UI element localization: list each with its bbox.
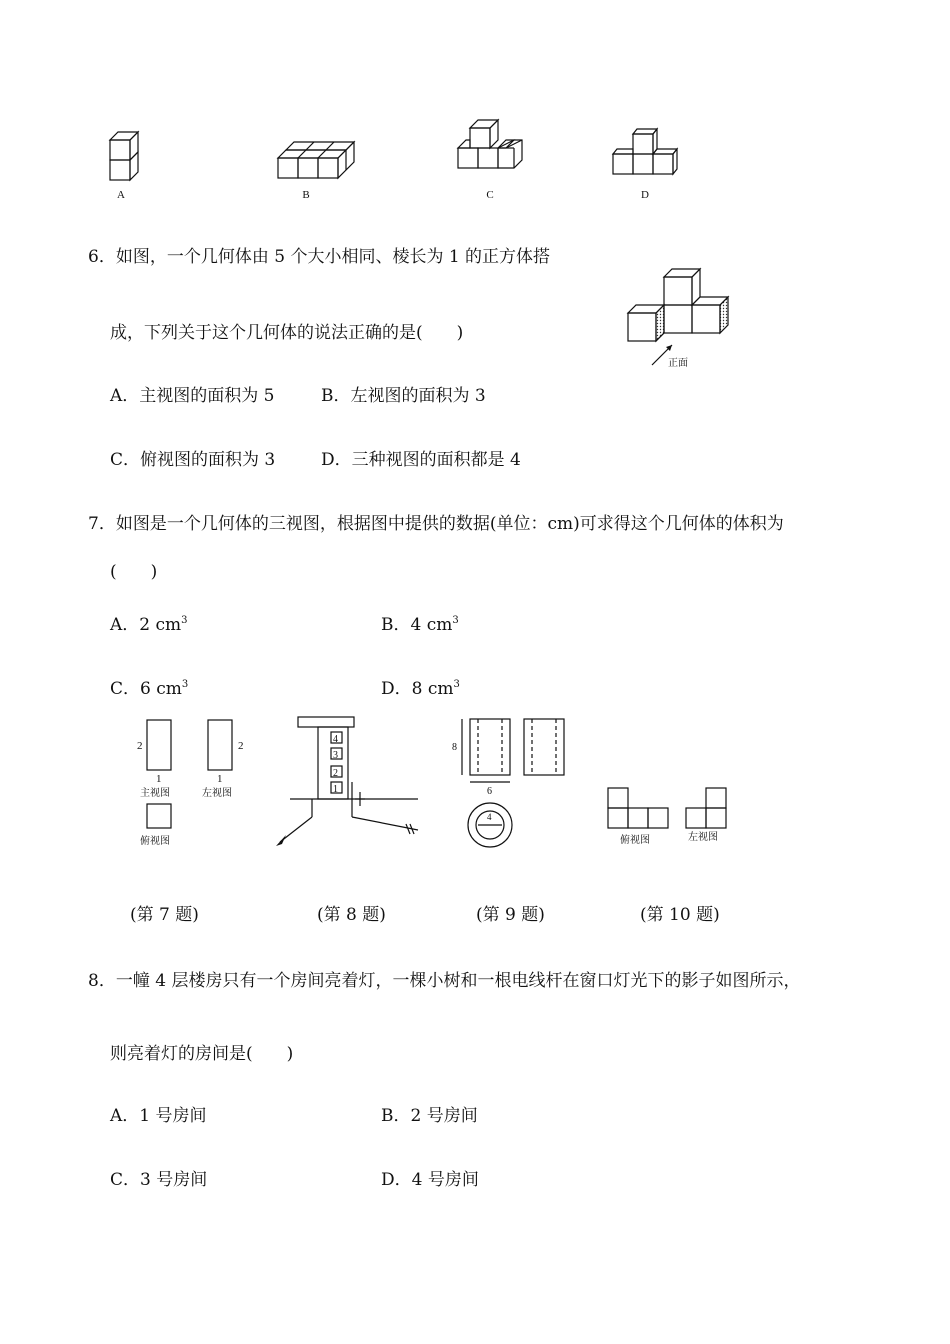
q7-option-c: C．6 $cm^3$ (110, 679, 189, 699)
q9-height-value: 8 (452, 742, 457, 753)
q8-option-c: C．3 号房间 (110, 1170, 208, 1190)
q8-option-a: A．1 号房间 (110, 1106, 207, 1126)
q8-room-1: 1 (333, 784, 338, 795)
q6-option-b: B．左视图的面积为 3 (321, 386, 486, 406)
q8-stem-line1: 8．一幢 4 层楼房只有一个房间亮着灯，一棵小树和一根电线杆在窗口灯光下的影子如图所示， (88, 971, 801, 991)
q6-option-d: D．三种视图的面积都是 4 (321, 450, 521, 470)
q6-option-a: A．主视图的面积为 5 (110, 386, 275, 406)
q8-stem-line2: 则亮着灯的房间是( ) (110, 1044, 294, 1064)
q7-option-d: D．8 $cm^3$ (381, 679, 460, 699)
q7-front-height: 2 (137, 740, 143, 752)
q10-top-label: 俯视图 (620, 835, 650, 846)
q7-left-label: 左视图 (202, 788, 232, 799)
q5-label-a: A (117, 189, 125, 201)
q6-stem-line1: 6．如图，一个几何体由 5 个大小相同、棱长为 1 的正方体搭 (88, 247, 551, 267)
q8-option-d: D．4 号房间 (381, 1170, 479, 1190)
q7-option-a: A．2 $cm^3$ (110, 615, 188, 635)
caption-q9: (第 9 题) (476, 905, 545, 925)
q7-left-height: 2 (238, 740, 244, 752)
q5-label-c: C (486, 189, 494, 201)
q8-room-4: 4 (333, 734, 338, 745)
q7-figure (130, 712, 260, 852)
q5-figure-d (605, 120, 695, 210)
q5-figure-a (100, 120, 160, 210)
q6-stem-line2: 成，下列关于这个几何体的说法正确的是( ) (110, 323, 464, 343)
q8-figure (268, 712, 428, 852)
q6-front-label: 正面 (668, 358, 688, 369)
q7-top-label: 俯视图 (140, 836, 170, 847)
q9-figure (448, 712, 578, 852)
caption-q7: (第 7 题) (130, 905, 199, 925)
q9-width-value: 6 (487, 786, 492, 797)
q7-front-label: 主视图 (140, 788, 170, 799)
q7-front-width: 1 (156, 773, 162, 785)
q10-left-label: 左视图 (688, 832, 718, 843)
q7-stem-line2: ( ) (110, 562, 158, 582)
q8-room-3: 3 (333, 750, 338, 761)
caption-q10: (第 10 题) (640, 905, 720, 925)
q5-label-b: B (302, 189, 310, 201)
q6-figure (620, 265, 740, 375)
q5-figure-b (270, 120, 360, 210)
q8-option-b: B．2 号房间 (381, 1106, 478, 1126)
q6-option-c: C．俯视图的面积为 3 (110, 450, 276, 470)
q7-left-width: 1 (217, 773, 223, 785)
q10-figure (600, 780, 740, 850)
caption-q8: (第 8 题) (317, 905, 386, 925)
q7-option-b: B．4 $cm^3$ (381, 615, 459, 635)
q7-stem-line1: 7．如图是一个几何体的三视图，根据图中提供的数据(单位：cm)可求得这个几何体的体积为 (88, 514, 784, 534)
q9-inner-value: 4 (487, 812, 492, 822)
q8-room-2: 2 (333, 768, 338, 779)
q5-label-d: D (641, 189, 649, 201)
q5-figure-c (450, 110, 540, 210)
